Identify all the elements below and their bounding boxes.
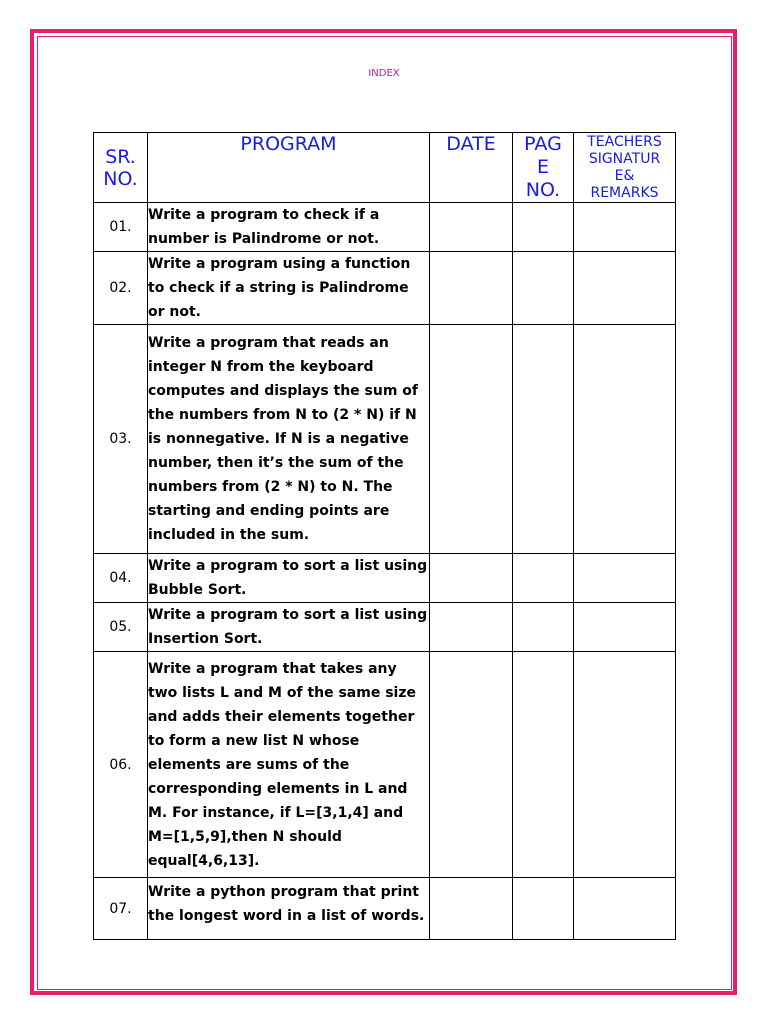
header-date: DATE <box>430 133 513 203</box>
date-cell <box>430 878 513 940</box>
date-cell <box>430 325 513 554</box>
sr-no-cell: 01. <box>94 203 148 252</box>
header-teachers-signature-remarks: TEACHERS SIGNATUR E& REMARKS <box>574 133 676 203</box>
sr-no-cell: 04. <box>94 554 148 603</box>
program-cell: Write a program that reads an integer N from the keyboard computes and displays the sum of the numbers from N to (2 * N) if N is nonnegative. If N is a negative number, then it’s the sum of the numbers from (2 * N) to N. The starting and ending points are included in the sum. <box>148 325 430 554</box>
sr-no-cell: 07. <box>94 878 148 940</box>
page-no-cell <box>513 325 574 554</box>
date-cell <box>430 652 513 878</box>
remarks-cell <box>574 203 676 252</box>
table-row <box>94 878 676 940</box>
page-no-cell <box>513 603 574 652</box>
sr-no-cell: 06. <box>94 652 148 878</box>
remarks-cell <box>574 554 676 603</box>
program-cell: Write a program to check if a number is Palindrome or not. <box>148 203 430 252</box>
page-no-cell <box>513 252 574 325</box>
remarks-cell <box>574 325 676 554</box>
header-program: PROGRAM <box>148 133 430 203</box>
table-row <box>94 603 676 652</box>
program-cell: Write a program using a function to check if a string is Palindrome or not. <box>148 252 430 325</box>
program-cell: Write a python program that print the longest word in a list of words. <box>148 878 430 940</box>
sr-no-cell: 03. <box>94 325 148 554</box>
remarks-cell <box>574 652 676 878</box>
remarks-cell <box>574 603 676 652</box>
sr-no-cell: 02. <box>94 252 148 325</box>
program-cell: Write a program that takes any two lists L and M of the same size and adds their elements together to form a new list N whose elements are sums of the corresponding elements in L and M. For instance, if L=[3,1,4] and M=[1,5,9],then N should equal[4,6,13]. <box>148 652 430 878</box>
table-row <box>94 554 676 603</box>
remarks-cell <box>574 878 676 940</box>
page-no-cell <box>513 203 574 252</box>
table-row <box>94 652 676 878</box>
header-sr-no: SR. NO. <box>94 133 148 203</box>
page-no-cell <box>513 554 574 603</box>
date-cell <box>430 203 513 252</box>
program-cell: Write a program to sort a list using Bubble Sort. <box>148 554 430 603</box>
index-title: INDEX <box>368 68 400 79</box>
table-row <box>94 203 676 252</box>
date-cell <box>430 252 513 325</box>
page-no-cell <box>513 878 574 940</box>
date-cell <box>430 554 513 603</box>
table-row <box>94 325 676 554</box>
remarks-cell <box>574 252 676 325</box>
table-row <box>94 252 676 325</box>
page-no-cell <box>513 652 574 878</box>
program-cell: Write a program to sort a list using Insertion Sort. <box>148 603 430 652</box>
header-page-no: PAG E NO. <box>513 133 574 203</box>
sr-no-cell: 05. <box>94 603 148 652</box>
date-cell <box>430 603 513 652</box>
index-table <box>93 132 676 940</box>
header-row <box>94 133 676 203</box>
